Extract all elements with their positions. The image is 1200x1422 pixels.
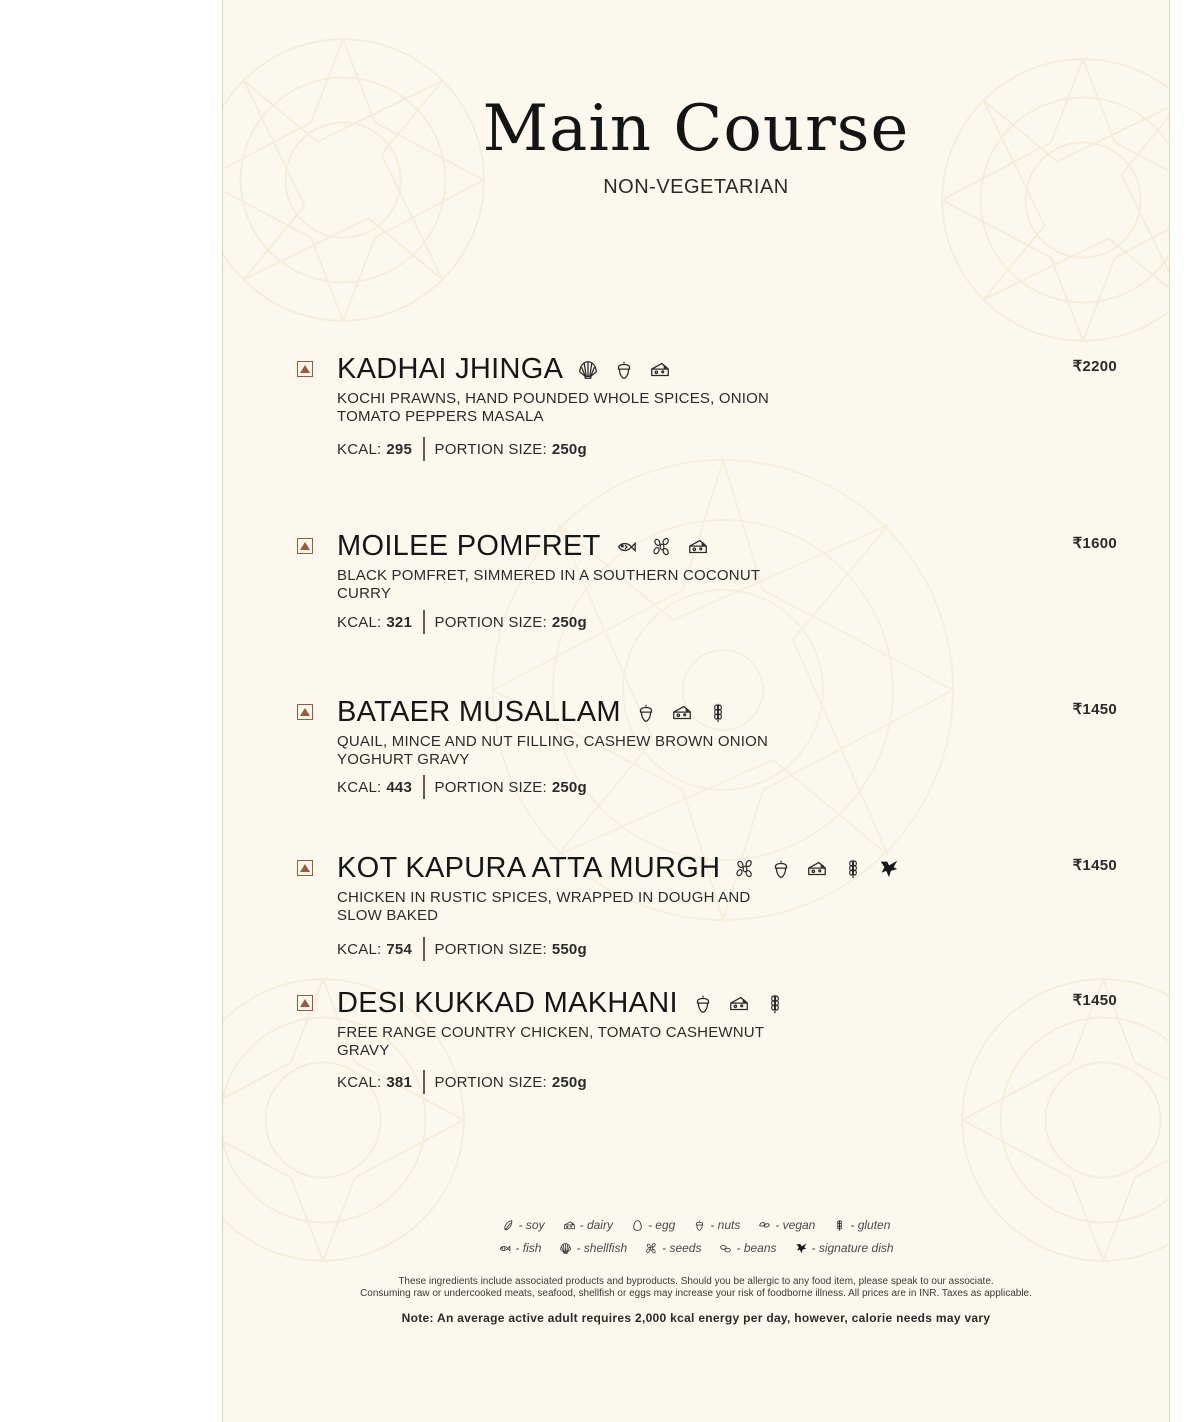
nuts-icon xyxy=(635,702,657,724)
seeds-icon xyxy=(734,858,756,880)
dish-price: ₹1600 xyxy=(1072,535,1117,552)
stats-divider xyxy=(423,937,425,961)
kcal-value: 321 xyxy=(386,613,412,631)
dairy-icon xyxy=(687,536,709,558)
kcal-label: KCAL: xyxy=(337,440,382,458)
dish-header xyxy=(337,696,729,729)
dairy-icon xyxy=(649,359,671,381)
legend-item xyxy=(498,1241,541,1255)
non-veg-mark-icon xyxy=(297,361,313,377)
dish-description: CHICKEN IN RUSTIC SPICES, WRAPPED IN DOUGH AND SLOW BAKED xyxy=(337,889,751,924)
menu-page xyxy=(222,0,1170,1422)
kcal-label: KCAL: xyxy=(337,940,382,958)
food-safety-disclaimer: Consuming raw or undercooked meats, seafood, shellfish or eggs may increase your risk of foodborne illness. All prices are in INR. Taxes as applicable. xyxy=(360,1288,1032,1299)
legend-item xyxy=(502,1218,545,1232)
legend-label: - dairy xyxy=(579,1218,613,1232)
portion-value: 250g xyxy=(551,613,587,631)
page-subtitle: NON-VEGETARIAN xyxy=(603,176,789,198)
shellfish-icon xyxy=(577,359,599,381)
allergen-disclaimer: These ingredients include associated products and byproducts. Should you be allergic to any food item, please speak to our associate. xyxy=(398,1276,994,1287)
dish-name: KADHAI JHINGA xyxy=(337,353,564,385)
legend-row xyxy=(223,1241,1169,1255)
non-veg-mark-icon xyxy=(297,538,313,554)
portion-value: 550g xyxy=(551,940,587,958)
dish-description: BLACK POMFRET, SIMMERED IN A SOUTHERN COCONUT CURRY xyxy=(337,567,760,602)
legend-label: - vegan xyxy=(775,1218,816,1232)
legend-label: - beans xyxy=(736,1241,777,1255)
allergen-icons xyxy=(577,359,671,381)
legend-item xyxy=(693,1218,740,1232)
legend-item xyxy=(631,1218,675,1232)
legend-label: - egg xyxy=(647,1218,676,1232)
legend-label: - soy xyxy=(518,1218,545,1232)
stats-divider xyxy=(423,775,425,799)
nuts-icon xyxy=(613,359,635,381)
kcal-value: 754 xyxy=(386,940,412,958)
seeds-icon xyxy=(645,1242,658,1255)
shellfish-icon xyxy=(559,1242,572,1255)
gluten-icon xyxy=(707,702,729,724)
dairy-icon xyxy=(806,858,828,880)
dish-header xyxy=(337,530,709,563)
fish-icon xyxy=(615,536,637,558)
allergen-icons xyxy=(635,702,729,724)
dish-price: ₹1450 xyxy=(1072,701,1117,718)
legend-label: - gluten xyxy=(850,1218,891,1232)
portion-label: PORTION SIZE: xyxy=(434,778,547,796)
legend-label: - signature dish xyxy=(811,1241,894,1255)
kcal-value: 295 xyxy=(386,440,412,458)
portion-label: PORTION SIZE: xyxy=(434,1073,547,1091)
fish-icon xyxy=(498,1242,511,1255)
seeds-icon xyxy=(651,536,673,558)
allergen-icons xyxy=(692,993,786,1015)
stats-divider xyxy=(423,437,425,461)
nuts-icon xyxy=(692,993,714,1015)
portion-label: PORTION SIZE: xyxy=(434,613,547,631)
gluten-icon xyxy=(764,993,786,1015)
legend-item xyxy=(795,1241,894,1255)
nuts-icon xyxy=(770,858,792,880)
legend-label: - seeds xyxy=(662,1241,702,1255)
dish-header xyxy=(337,353,671,386)
egg-icon xyxy=(631,1219,644,1232)
dish-name: MOILEE POMFRET xyxy=(337,530,601,562)
kcal-label: KCAL: xyxy=(337,1073,382,1091)
portion-label: PORTION SIZE: xyxy=(434,440,547,458)
beans-icon xyxy=(719,1242,732,1255)
allergen-icons xyxy=(734,858,900,880)
dish-description: QUAIL, MINCE AND NUT FILLING, CASHEW BROWN ONION YOGHURT GRAVY xyxy=(337,733,769,768)
stats-divider xyxy=(423,610,425,634)
page-title: Main Course xyxy=(482,92,910,166)
dish-name: BATAER MUSALLAM xyxy=(337,696,621,728)
legend-row xyxy=(223,1218,1169,1232)
dish-stats xyxy=(337,437,587,461)
legend-label: - shellfish xyxy=(576,1241,628,1255)
gluten-icon xyxy=(842,858,864,880)
dish-description: KOCHI PRAWNS, HAND POUNDED WHOLE SPICES, ONION TOMATO PEPPERS MASALA xyxy=(337,390,770,425)
dish-stats xyxy=(337,610,587,634)
dish-stats xyxy=(337,937,587,961)
non-veg-mark-icon xyxy=(297,995,313,1011)
non-veg-mark-icon xyxy=(297,704,313,720)
dish-stats xyxy=(337,775,587,799)
signature-dish-icon xyxy=(878,858,900,880)
gluten-icon xyxy=(833,1219,846,1232)
dish-name: KOT KAPURA ATTA MURGH xyxy=(337,852,721,884)
kcal-value: 381 xyxy=(386,1073,412,1091)
stats-divider xyxy=(423,1070,425,1094)
dish-price: ₹1450 xyxy=(1072,992,1117,1009)
non-veg-mark-icon xyxy=(297,860,313,876)
calorie-note: Note: An average active adult requires 2,000 kcal energy per day, however, calorie needs may vary xyxy=(401,1311,991,1325)
dish-stats xyxy=(337,1070,587,1094)
dish-price: ₹1450 xyxy=(1072,857,1117,874)
dairy-icon xyxy=(728,993,750,1015)
soy-icon xyxy=(502,1219,515,1232)
portion-value: 250g xyxy=(551,778,587,796)
signature-dish-icon xyxy=(795,1242,808,1255)
legend-item xyxy=(833,1218,890,1232)
kcal-value: 443 xyxy=(386,778,412,796)
portion-label: PORTION SIZE: xyxy=(434,940,547,958)
dairy-icon xyxy=(563,1219,576,1232)
dairy-icon xyxy=(671,702,693,724)
legend-item xyxy=(563,1218,613,1232)
portion-value: 250g xyxy=(551,1073,587,1091)
kcal-label: KCAL: xyxy=(337,778,382,796)
dish-header xyxy=(337,987,786,1020)
legend-item xyxy=(719,1241,776,1255)
legend-label: - nuts xyxy=(710,1218,741,1232)
kcal-label: KCAL: xyxy=(337,613,382,631)
legend-label: - fish xyxy=(515,1241,542,1255)
vegan-icon xyxy=(758,1219,771,1232)
allergen-icons xyxy=(615,536,709,558)
legend-item xyxy=(758,1218,815,1232)
legend-item xyxy=(645,1241,701,1255)
dish-header xyxy=(337,852,900,885)
portion-value: 250g xyxy=(551,440,587,458)
mandala-watermark xyxy=(923,40,1170,360)
dish-description: FREE RANGE COUNTRY CHICKEN, TOMATO CASHEWNUT GRAVY xyxy=(337,1024,764,1059)
legend-item xyxy=(559,1241,627,1255)
nuts-icon xyxy=(693,1219,706,1232)
dish-price: ₹2200 xyxy=(1072,358,1117,375)
dish-name: DESI KUKKAD MAKHANI xyxy=(337,987,678,1019)
